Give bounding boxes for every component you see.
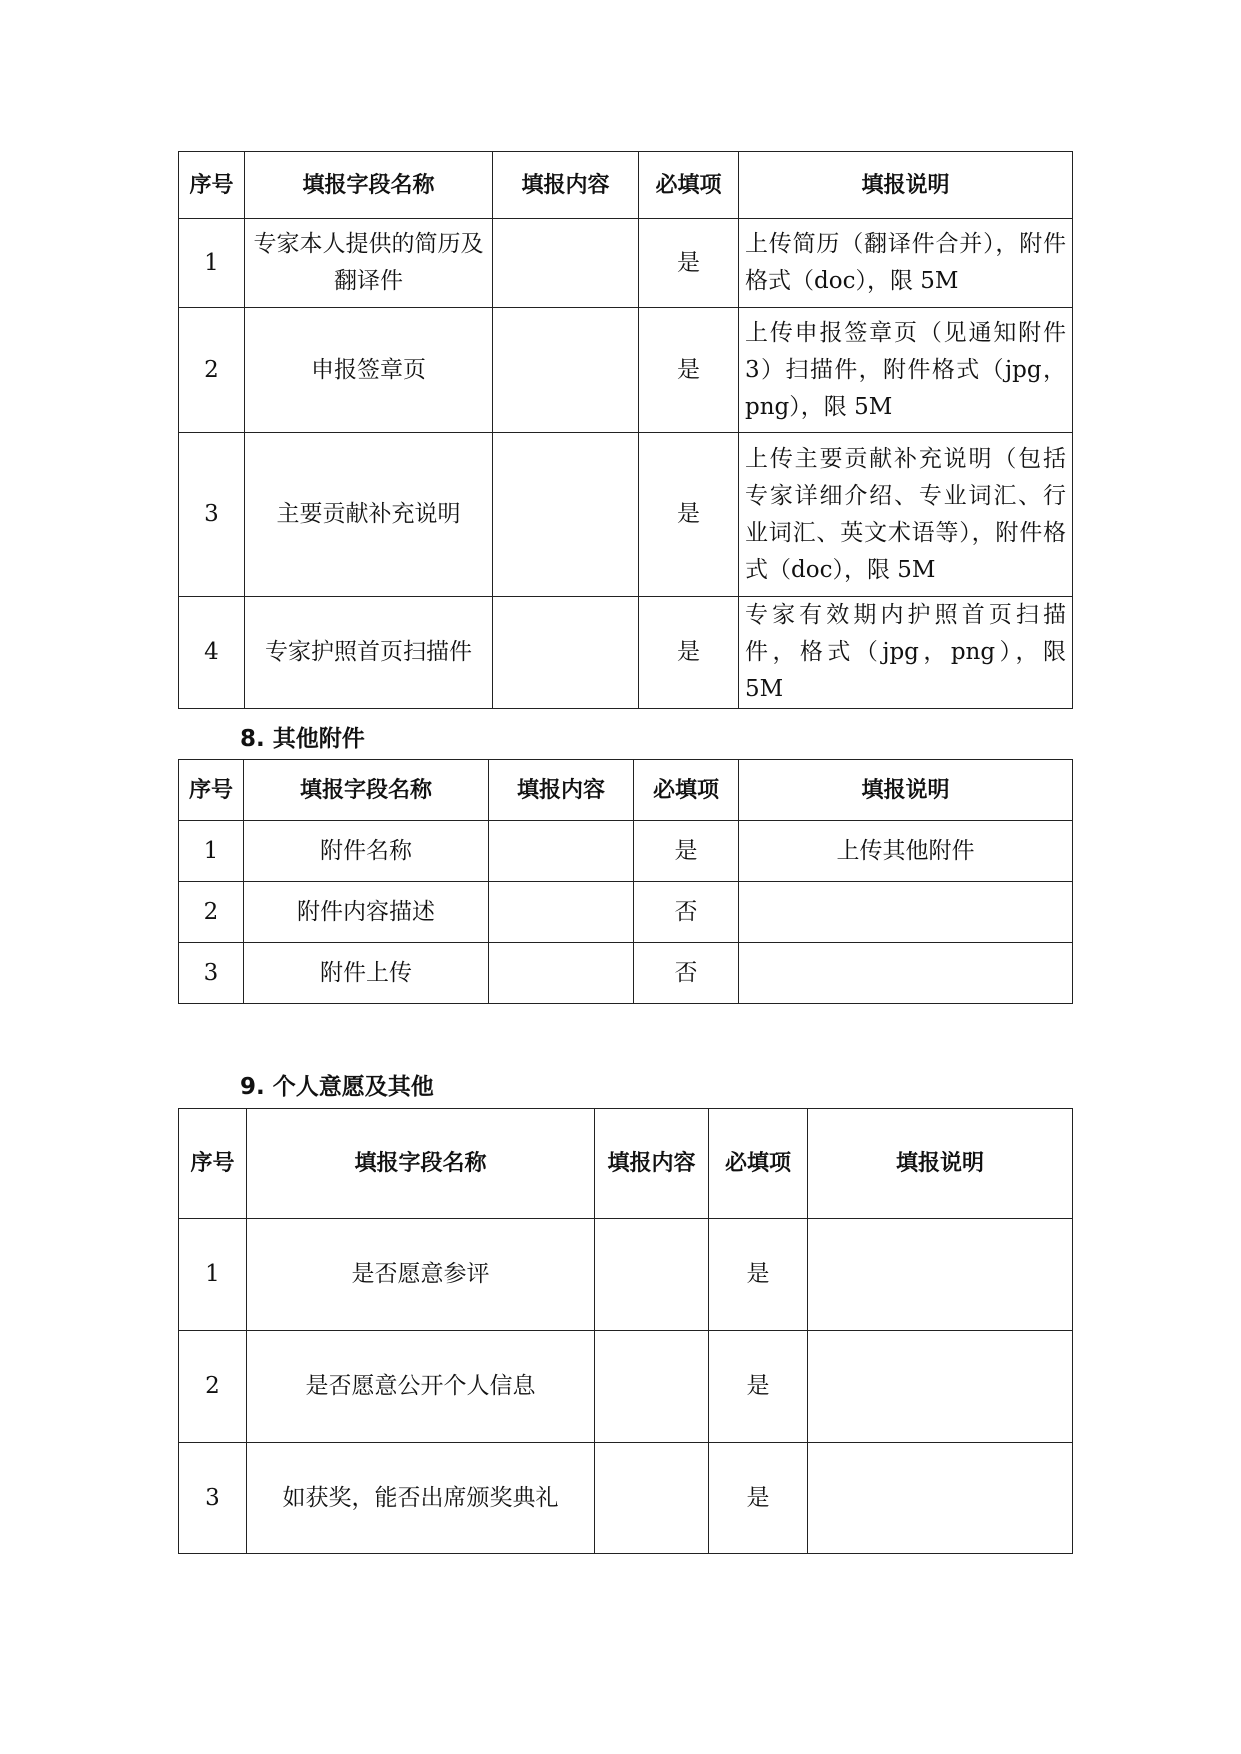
description: 专家有效期内护照首页扫描件，格式（jpg，png），限 5M xyxy=(739,597,1073,709)
required-flag: 是 xyxy=(639,308,739,433)
table-row xyxy=(179,1331,1073,1443)
content-cell xyxy=(595,1331,709,1443)
table-row xyxy=(179,308,1073,433)
required-flag: 是 xyxy=(634,821,739,882)
row-number: 1 xyxy=(179,219,245,308)
description xyxy=(739,943,1073,1004)
header-row xyxy=(179,760,1073,821)
description: 上传其他附件 xyxy=(739,821,1073,882)
field-name: 是否愿意公开个人信息 xyxy=(247,1331,595,1443)
content-cell xyxy=(489,821,634,882)
field-name: 专家护照首页扫描件 xyxy=(245,597,493,709)
field-name: 如获奖，能否出席颁奖典礼 xyxy=(247,1443,595,1554)
table-row xyxy=(179,1443,1073,1554)
table-row xyxy=(179,882,1073,943)
header-content: 填报内容 xyxy=(595,1109,709,1219)
field-name: 专家本人提供的简历及翻译件 xyxy=(245,219,493,308)
field-name: 申报签章页 xyxy=(245,308,493,433)
description: 上传申报签章页（见通知附件3）扫描件，附件格式（jpg，png），限 5M xyxy=(739,308,1073,433)
header-field: 填报字段名称 xyxy=(244,760,489,821)
field-name: 附件名称 xyxy=(244,821,489,882)
required-flag: 否 xyxy=(634,882,739,943)
table-row xyxy=(179,943,1073,1004)
other-attachments-table xyxy=(178,759,1073,1004)
field-name: 主要贡献补充说明 xyxy=(245,433,493,597)
content-cell xyxy=(493,433,639,597)
row-number: 3 xyxy=(179,1443,247,1554)
content-cell xyxy=(489,943,634,1004)
content-cell xyxy=(493,308,639,433)
personal-wishes-table xyxy=(178,1108,1073,1554)
row-number: 2 xyxy=(179,882,244,943)
description xyxy=(808,1443,1073,1554)
header-note: 填报说明 xyxy=(808,1109,1073,1219)
header-required: 必填项 xyxy=(639,152,739,219)
description xyxy=(808,1331,1073,1443)
header-required: 必填项 xyxy=(634,760,739,821)
required-flag: 是 xyxy=(709,1331,808,1443)
header-field: 填报字段名称 xyxy=(247,1109,595,1219)
table-row xyxy=(179,219,1073,308)
header-content: 填报内容 xyxy=(493,152,639,219)
header-no: 序号 xyxy=(179,1109,247,1219)
content-cell xyxy=(595,1219,709,1331)
table-row xyxy=(179,821,1073,882)
description: 上传主要贡献补充说明（包括专家详细介绍、专业词汇、行业词汇、英文术语等），附件格式（doc），限 5M xyxy=(739,433,1073,597)
row-number: 3 xyxy=(179,433,245,597)
row-number: 2 xyxy=(179,308,245,433)
field-name: 附件上传 xyxy=(244,943,489,1004)
required-flag: 是 xyxy=(639,597,739,709)
header-field: 填报字段名称 xyxy=(245,152,493,219)
field-name: 附件内容描述 xyxy=(244,882,489,943)
required-flag: 否 xyxy=(634,943,739,1004)
content-cell xyxy=(493,597,639,709)
row-number: 1 xyxy=(179,1219,247,1331)
description xyxy=(739,882,1073,943)
row-number: 4 xyxy=(179,597,245,709)
header-content: 填报内容 xyxy=(489,760,634,821)
section-heading-personal-wishes: 9. 个人意愿及其他 xyxy=(240,1074,434,1100)
header-no: 序号 xyxy=(179,152,245,219)
table-row xyxy=(179,433,1073,597)
description: 上传简历（翻译件合并），附件格式（doc），限 5M xyxy=(739,219,1073,308)
content-cell xyxy=(489,882,634,943)
section-heading-other-attachments: 8. 其他附件 xyxy=(240,726,365,752)
description xyxy=(808,1219,1073,1331)
table-row xyxy=(179,1219,1073,1331)
header-row xyxy=(179,1109,1073,1219)
row-number: 3 xyxy=(179,943,244,1004)
required-flag: 是 xyxy=(709,1219,808,1331)
content-cell xyxy=(595,1443,709,1554)
header-row xyxy=(179,152,1073,219)
header-note: 填报说明 xyxy=(739,152,1073,219)
field-name: 是否愿意参评 xyxy=(247,1219,595,1331)
required-flag: 是 xyxy=(639,433,739,597)
row-number: 1 xyxy=(179,821,244,882)
header-no: 序号 xyxy=(179,760,244,821)
header-required: 必填项 xyxy=(709,1109,808,1219)
header-note: 填报说明 xyxy=(739,760,1073,821)
content-cell xyxy=(493,219,639,308)
attachments-table xyxy=(178,151,1073,709)
required-flag: 是 xyxy=(639,219,739,308)
required-flag: 是 xyxy=(709,1443,808,1554)
table-row xyxy=(179,597,1073,709)
row-number: 2 xyxy=(179,1331,247,1443)
